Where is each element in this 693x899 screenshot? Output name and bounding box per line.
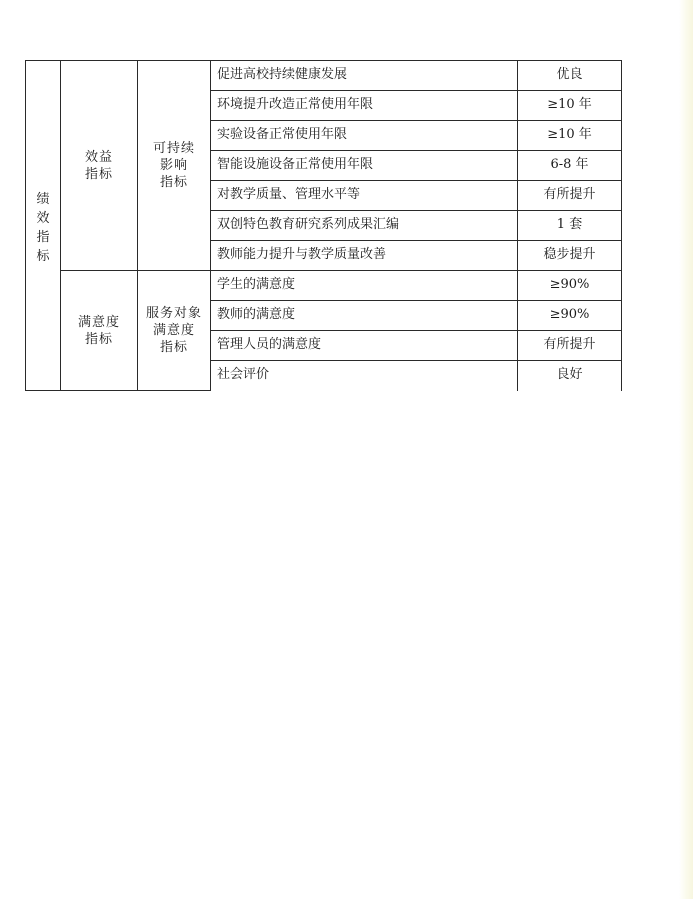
table-row: [26, 271, 622, 301]
indicator-value: 有所提升: [518, 181, 622, 211]
indicator-value: ≥90%: [518, 301, 622, 331]
level3-indicator-cell: [138, 61, 211, 271]
indicator-item: 环境提升改造正常使用年限: [211, 91, 518, 121]
indicator-item: 双创特色教育研究系列成果汇编: [211, 211, 518, 241]
indicator-value: 1 套: [518, 211, 622, 241]
table-row: [26, 61, 622, 91]
indicator-value: 6-8 年: [518, 151, 622, 181]
indicator-value: 有所提升: [518, 331, 622, 361]
indicator-item: 管理人员的满意度: [211, 331, 518, 361]
indicator-item: 教师能力提升与教学质量改善: [211, 241, 518, 271]
indicator-item: 促进高校持续健康发展: [211, 61, 518, 91]
indicator-item: 对教学质量、管理水平等: [211, 181, 518, 211]
indicator-item: 智能设施设备正常使用年限: [211, 151, 518, 181]
performance-indicator-table: [25, 60, 622, 391]
level2-indicator-label: 效益 指标: [84, 149, 113, 182]
indicator-value: ≥90%: [518, 271, 622, 301]
indicator-item: 学生的满意度: [211, 271, 518, 301]
level3-indicator-cell: [138, 271, 211, 391]
level1-indicator-cell: [26, 61, 61, 391]
level2-indicator-label: 满意度 指标: [77, 314, 120, 347]
level3-indicator-label: 服务对象 满意度 指标: [145, 306, 202, 355]
indicator-value: 良好: [518, 361, 622, 391]
page-edge-shadow: [679, 0, 693, 899]
indicator-item: 社会评价: [211, 361, 518, 391]
indicator-value: ≥10 年: [518, 121, 622, 151]
level3-indicator-label: 可持续 影响 指标: [152, 141, 195, 190]
level2-indicator-cell: [61, 271, 138, 391]
level2-indicator-cell: [61, 61, 138, 271]
indicator-item: 教师的满意度: [211, 301, 518, 331]
indicator-value: 稳步提升: [518, 241, 622, 271]
indicator-item: 实验设备正常使用年限: [211, 121, 518, 151]
level1-indicator-label: 绩效指标: [36, 191, 50, 264]
indicator-value: ≥10 年: [518, 91, 622, 121]
indicator-value: 优良: [518, 61, 622, 91]
